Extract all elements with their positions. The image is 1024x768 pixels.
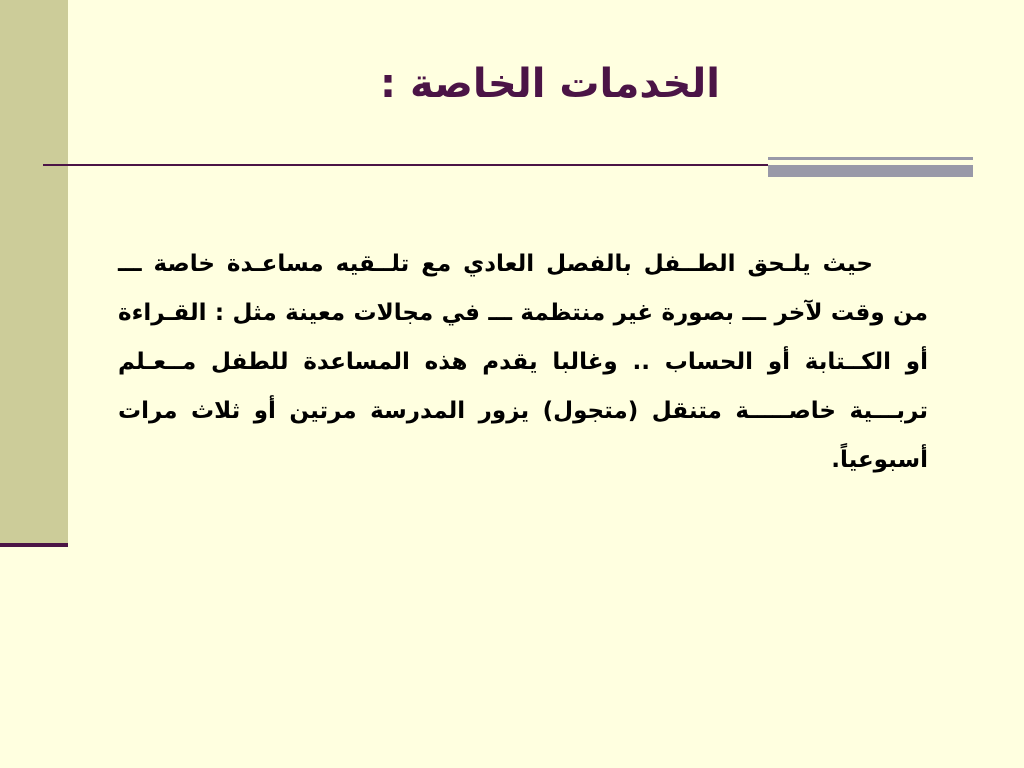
slide-body-text: حيث يلـحق الطــفل بالفصل العادي مع تلــقيه مساعـدة خاصة ـــ من وقت لآخر ـــ بصورة غير منتظمة ـــ في مجالات معينة مثل : القـراءة أو الكــتابة أو الحساب .. وغالبا يقدم هذه المساعدة للطفل مــعـلم تربـــية خاصـــــة متنقل (متجول) يزور المدرسة مرتين أو ثلاث مرات أسبوعياً. [118,251,928,473]
slide-title: الخدمات الخاصة : [380,61,720,107]
title-rule-accent-bar [768,157,973,177]
left-bar-bottom-edge [0,543,68,547]
left-decorative-bar [0,0,68,545]
